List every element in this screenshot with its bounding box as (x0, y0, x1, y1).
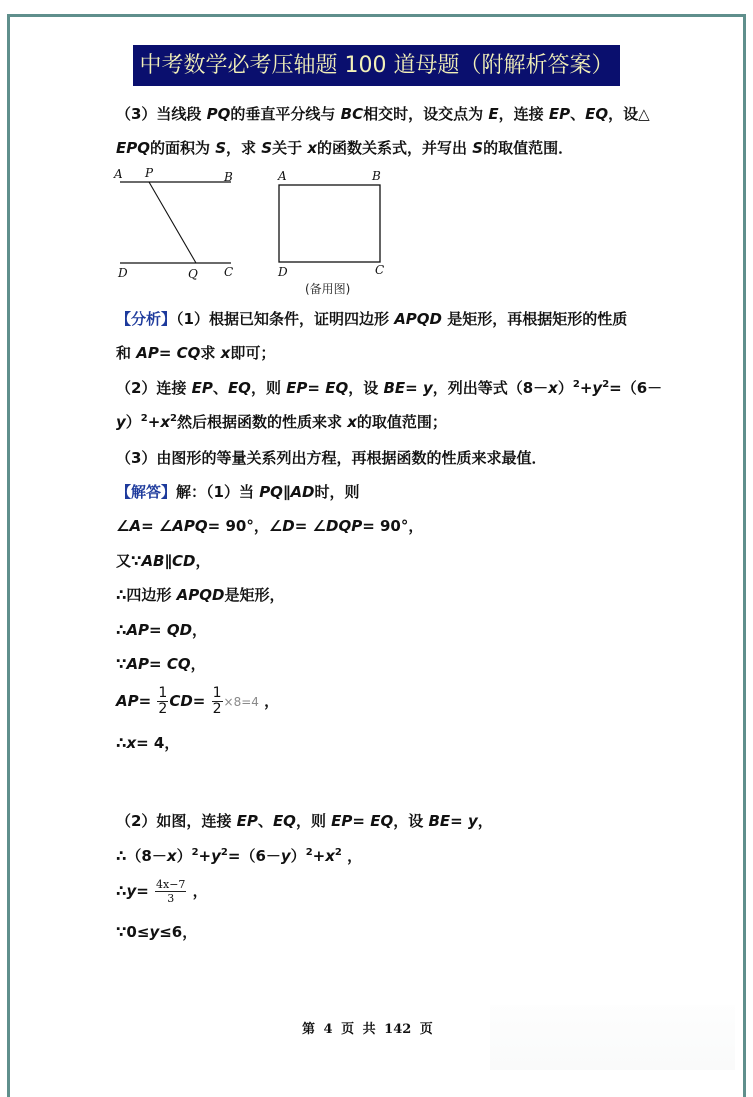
answer-part2-line2 (116, 846, 362, 866)
text: 的取值范围． (483, 139, 574, 157)
parallel-symbol: ∥ (282, 483, 291, 501)
label-P: P (145, 166, 154, 180)
answer-line7 (116, 686, 279, 717)
text: ，则 (295, 812, 332, 830)
fraction-denominator: 2 (158, 701, 168, 717)
answer-part2-line4 (116, 922, 197, 942)
math-var: y (116, 413, 126, 431)
math-var: EQ (272, 812, 296, 830)
text: ，连接 (498, 105, 549, 123)
math-var: x (548, 379, 558, 397)
text: ，求 (226, 139, 262, 157)
question-part3-line2 (116, 138, 573, 158)
math-var: EQ (325, 379, 349, 397)
text: + (198, 847, 212, 865)
text: = (450, 812, 468, 830)
label-B: B (224, 170, 233, 184)
text: 然后根据函数的性质来求 (177, 413, 348, 431)
label-A: A (278, 169, 287, 183)
text: ，设 (393, 812, 429, 830)
label-Q: Q (188, 267, 198, 281)
fraction-denominator: 2 (212, 701, 222, 717)
exponent: 2 (334, 847, 342, 858)
label-C: C (375, 263, 385, 277)
text: （2）如图，连接 (116, 812, 237, 830)
answer-line5 (116, 620, 207, 640)
text: 、 (257, 812, 273, 830)
math-var: y (280, 847, 291, 865)
math-var: y (126, 882, 137, 900)
fraction-numerator: 1 (158, 685, 168, 701)
fraction-4x-minus-7-over-3 (155, 878, 186, 905)
exponent: 2 (170, 413, 177, 424)
math-var: BE (428, 812, 451, 830)
math-var: BE (383, 379, 406, 397)
text: 关于 (272, 139, 308, 157)
exponent: 2 (140, 413, 148, 424)
text: = (136, 882, 155, 900)
math-var: EQ (227, 379, 251, 397)
fraction-numerator: 4x−7 (156, 878, 186, 891)
text: ，列出等式（8－ (432, 379, 549, 397)
math-var: EQ (370, 812, 394, 830)
label-D: D (118, 266, 128, 280)
math-var: y (592, 379, 603, 397)
analysis-p2-line1 (116, 378, 662, 398)
question-part3-line1 (116, 104, 650, 124)
exponent: 2 (572, 379, 580, 390)
math-var: ∠D (268, 517, 295, 535)
analysis-p1-line2 (116, 343, 275, 363)
text: ，设 (348, 379, 384, 397)
label-D: D (278, 265, 288, 279)
text: ， (341, 847, 363, 865)
label-C: C (224, 265, 234, 279)
math-var: CD (171, 552, 196, 570)
math-var: AP (116, 692, 139, 710)
text: ≤6， (159, 923, 198, 941)
text: 的面积为 (150, 139, 216, 157)
text: 是矩形， (224, 586, 285, 604)
math-var: AB (141, 552, 165, 570)
label-A: A (114, 167, 123, 181)
answer-line8 (116, 733, 179, 753)
text: ） (176, 847, 192, 865)
text-faint: ×8=4 (223, 695, 259, 709)
text: 的取值范围； (356, 413, 447, 431)
text: ∴四边形 (116, 586, 177, 604)
math-var: APQD (394, 310, 442, 328)
text: ， (477, 812, 493, 830)
answer-line1 (116, 482, 360, 502)
text: 、 (212, 379, 228, 397)
text: （2）连接 (116, 379, 192, 397)
math-var: CQ (176, 344, 201, 362)
text: （3）当线段 (116, 105, 207, 123)
text: + (312, 847, 326, 865)
exponent: 2 (602, 379, 610, 390)
fraction-one-half (212, 686, 223, 717)
math-var: x (160, 413, 171, 431)
parallel-symbol: ∥ (164, 552, 172, 570)
text: ） (125, 413, 141, 431)
analysis-p2-line2 (116, 412, 447, 432)
text: = (405, 379, 423, 397)
text: ， (195, 552, 211, 570)
math-var: S (215, 139, 227, 157)
text: = 90°， (207, 517, 269, 535)
text: ∴ (116, 882, 127, 900)
math-var: x (347, 413, 357, 431)
exponent: 2 (191, 847, 199, 858)
text: + (579, 379, 593, 397)
text: ∴ (116, 621, 127, 639)
math-var: PQ (206, 105, 231, 123)
fraction-denominator: 3 (167, 892, 175, 905)
text: ） (557, 379, 573, 397)
text: = (352, 812, 371, 830)
text: = (192, 692, 211, 710)
math-var: y (422, 379, 433, 397)
fraction-one-half (157, 686, 168, 717)
answer-tag: 【解答】 (116, 483, 177, 501)
math-var: EP (236, 812, 258, 830)
text: =（6－ (227, 847, 281, 865)
text: ∵0≤ (116, 923, 150, 941)
answer-part2-line1 (116, 811, 493, 831)
text: 又∵ (116, 552, 142, 570)
label-B: B (372, 169, 381, 183)
text: = (141, 517, 159, 535)
text: 的函数关系式，并写出 (317, 139, 473, 157)
math-var: BC (340, 105, 364, 123)
text: 相交时，设交点为 (363, 105, 489, 123)
analysis-tag: 【分析】 (116, 310, 177, 328)
answer-line2 (116, 516, 423, 536)
math-var: ∠DQP (312, 517, 363, 535)
text: = (307, 379, 326, 397)
text: =（6－ (609, 379, 663, 397)
figure-rectangle (277, 169, 384, 279)
text: ∵ (116, 655, 127, 673)
math-var: y (211, 847, 221, 865)
text: ， (258, 692, 280, 710)
math-var: EP (191, 379, 213, 397)
math-var: ∠A (116, 517, 142, 535)
text: 和 (116, 344, 137, 362)
math-var: EP (331, 812, 353, 830)
text: = (149, 621, 167, 639)
answer-line3 (116, 551, 210, 571)
text: ，则 (250, 379, 287, 397)
exponent: 2 (305, 847, 313, 858)
text: = (294, 517, 313, 535)
math-var: E (488, 105, 499, 123)
text: ∴ (116, 734, 127, 752)
analysis-p3-line: （3）由图形的等量关系列出方程，再根据函数的性质来求最值． (116, 449, 547, 467)
text: = (149, 655, 167, 673)
text: 解：（1）当 (176, 483, 260, 501)
geometry-figures (108, 164, 408, 299)
math-var: S (472, 139, 484, 157)
analysis-p1-line1 (116, 309, 627, 329)
text: （1）根据已知条件，证明四边形 (176, 310, 395, 328)
math-var: y (467, 812, 478, 830)
math-var: EP (548, 105, 571, 123)
math-var: x (126, 734, 137, 752)
text: 、 (570, 105, 586, 123)
answer-line4 (116, 585, 285, 605)
math-var: y (149, 923, 160, 941)
math-var: CD (169, 692, 193, 710)
math-var: x (325, 847, 335, 865)
text: ，设△ (608, 105, 650, 123)
math-var: PQ (259, 483, 283, 501)
page-number-footer: 第 4 页 共 142 页 (302, 1022, 433, 1037)
text: 是矩形，再根据矩形的性质 (442, 310, 628, 328)
math-var: x (166, 847, 177, 865)
math-var: S (261, 139, 273, 157)
math-var: APQD (176, 586, 225, 604)
text: ∴（8－ (116, 847, 167, 865)
text: ， (187, 882, 208, 900)
text: = 90°， (362, 517, 424, 535)
answer-part2-line3 (116, 878, 208, 905)
geometry-figures-svg (108, 164, 408, 299)
text: = 4， (136, 734, 180, 752)
text: ） (290, 847, 306, 865)
figure-caption: (备用图) (305, 282, 351, 296)
math-var: AP (136, 344, 159, 362)
math-var: x (307, 139, 318, 157)
math-var: EQ (585, 105, 609, 123)
fraction-numerator: 1 (212, 685, 222, 701)
math-var: AP (126, 655, 150, 673)
math-var: x (220, 344, 231, 362)
text: ， (190, 655, 206, 673)
text: = (138, 692, 157, 710)
document-title-banner: 中考数学必考压轴题 100 道母题（附解析答案） (133, 45, 620, 86)
text: ， (192, 621, 208, 639)
math-var: AD (290, 483, 315, 501)
math-var: AP (126, 621, 150, 639)
figure-parallel-lines (113, 166, 233, 281)
answer-line6 (116, 654, 206, 674)
math-var: ∠APQ (158, 517, 208, 535)
text: 的垂直平分线与 (230, 105, 341, 123)
text: + (147, 413, 161, 431)
text: = (158, 344, 177, 362)
math-var: QD (166, 621, 193, 639)
scan-shade (490, 1005, 735, 1070)
exponent: 2 (220, 847, 228, 858)
text: 时，则 (314, 483, 360, 501)
text: 求 (200, 344, 221, 362)
math-var: CQ (166, 655, 191, 673)
math-var: EP (286, 379, 308, 397)
text: 即可； (230, 344, 276, 362)
math-var: EPQ (116, 139, 150, 157)
